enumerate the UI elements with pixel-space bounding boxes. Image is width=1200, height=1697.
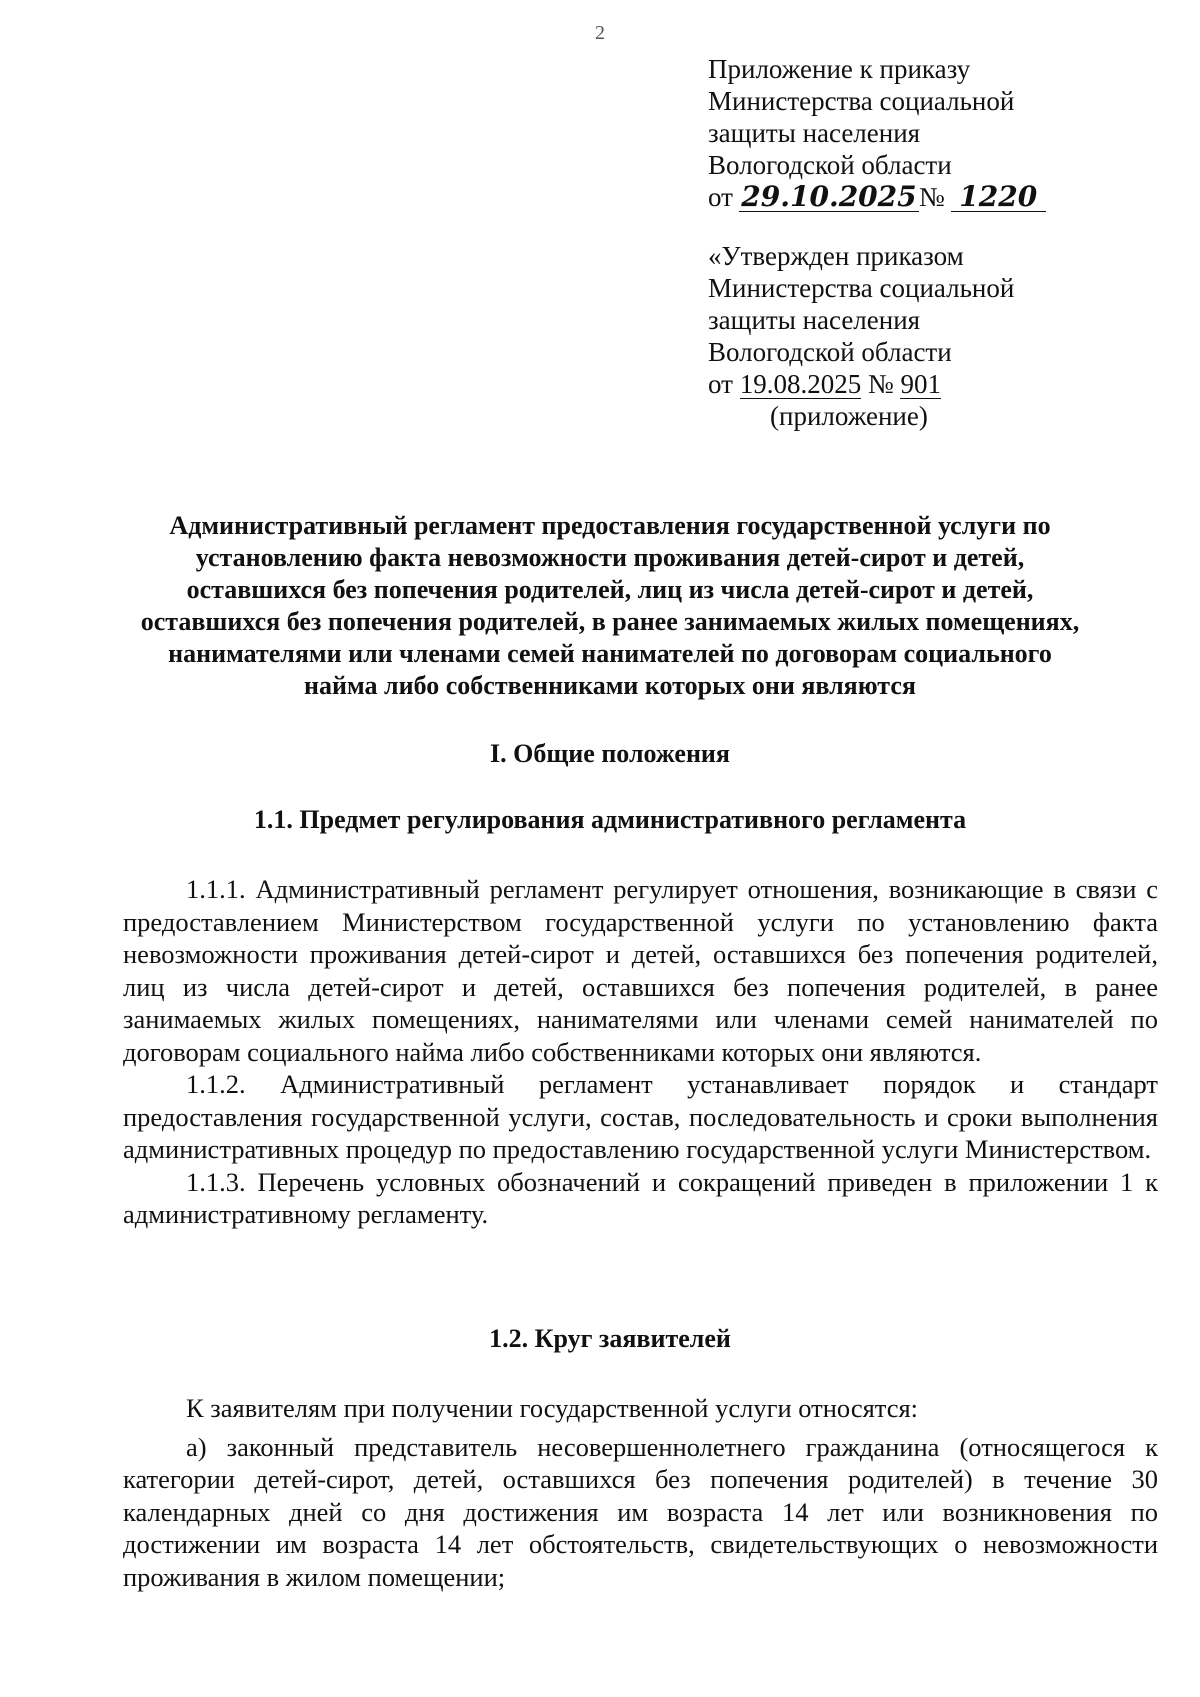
approved-number: 901 [900, 369, 941, 399]
paragraph-1-1-2: 1.1.2. Административный регламент устанавливает порядок и стандарт предоставления государственной услуги, состав, последовательность и сроки выполнения административных процедур по предоставлению государственной услуги Министерством. [123, 1069, 1158, 1164]
appendix-line: Приложение к приказу [708, 54, 971, 84]
paragraph-1-1-3: 1.1.3. Перечень условных обозначений и сокращений приведен в приложении 1 к административному регламенту. [123, 1166, 1158, 1229]
approved-from-label: от [708, 369, 733, 399]
approved-line: «Утвержден приказом [708, 241, 964, 271]
section-1-2-body [123, 1392, 1158, 1593]
approved-date-line [708, 368, 1168, 400]
title-line: установлению факта невозможности проживания детей-сирот и детей, [195, 543, 1025, 572]
applicants-intro: К заявителям при получении государственной услуги относятся: [186, 1393, 919, 1423]
title-line: Административный регламент предоставления государственной услуги по [169, 511, 1051, 540]
appendix-date-handwritten: 29.10.2025 [739, 183, 919, 212]
appendix-line: Министерства социальной [708, 86, 1015, 116]
approved-subtitle: (приложение) [770, 401, 928, 431]
approved-line: Министерства социальной [708, 273, 1015, 303]
section-heading-applicants: 1.2. Круг заявителей [489, 1324, 731, 1353]
title-line: найма либо собственниками которых они являются [304, 671, 916, 700]
appendix-number-label: № [918, 182, 945, 212]
appendix-line: защиты населения [708, 118, 921, 148]
approved-number-label: № [867, 369, 894, 399]
title-line: нанимателями или членами семей нанимателей по договорам социального [168, 639, 1052, 668]
title-line: оставшихся без попечения родителей, лиц из числа детей-сирот и детей, [186, 575, 1034, 604]
paragraph-1-1-1: 1.1.1. Административный регламент регулирует отношения, возникающие в связи с предоставлением Министерством государственной услуги по установлению факта невозможности проживания детей-сирот и детей, оставшихся без попечения родителей, лиц из числа детей-сирот и детей, оставшихся без попечения родителей, в ранее занимаемых жилых помещениях, нанимателями или членами семей нанимателей по договорам социального найма либо собственниками которых они являются. [123, 874, 1158, 1067]
applicants-item-a: а) законный представитель несовершеннолетнего гражданина (относящегося к категории детей-сирот, детей, оставшихся без попечения родителей) в течение 30 календарных дней со дня достижения им возраста 14 лет или возникновения по достижении им возраста 14 лет обстоятельств, свидетельствующих о невозможности проживания в жилом помещении; [123, 1431, 1158, 1592]
section-1-1-body [123, 873, 1158, 1231]
approved-line: защиты населения [708, 305, 921, 335]
section-heading-subject: 1.1. Предмет регулирования административного регламента [253, 805, 967, 834]
approved-line: Вологодской области [708, 337, 952, 367]
section-heading-general: I. Общие положения [490, 739, 730, 768]
appendix-from-label: от [708, 182, 733, 212]
document-title [110, 510, 1110, 702]
title-line: оставшихся без попечения родителей, в ранее занимаемых жилых помещениях, [140, 607, 1080, 636]
appendix-date-line [708, 181, 1168, 213]
approved-header [708, 240, 1168, 432]
appendix-number-handwritten: 1220 [951, 183, 1046, 212]
appendix-line: Вологодской области [708, 150, 952, 180]
page-number: 2 [595, 22, 605, 44]
appendix-header [708, 53, 1168, 213]
approved-date: 19.08.2025 [739, 369, 862, 399]
